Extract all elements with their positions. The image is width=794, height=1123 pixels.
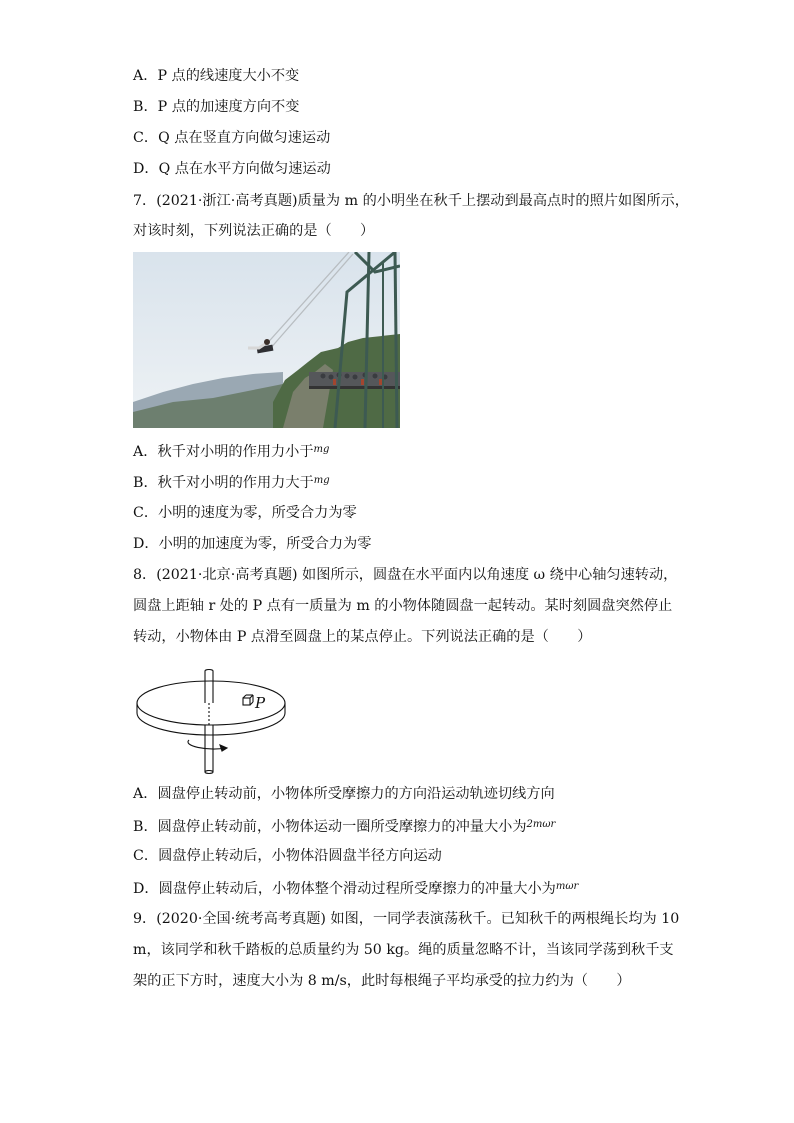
q8-stem-line-3: 转动，小物体由 P 点滑至圆盘上的某点停止。下列说法正确的是（ ） — [133, 629, 592, 645]
disc-svg — [133, 668, 293, 780]
q8-option-d: D．圆盘停止转动后，小物体整个滑动过程所受摩擦力的冲量大小为$^{m\omega r}$ — [133, 881, 579, 897]
q9-stem-line-1: 9．(2020·全国·统考高考真题) 如图，一同学表演荡秋千。已知秋千的两根绳长均为 10 — [133, 911, 680, 927]
q7-option-a-math: mg — [313, 444, 330, 455]
q7-option-d: D．小明的加速度为零，所受合力为零 — [133, 536, 372, 552]
q9-stem-line-3: 架的正下方时，速度大小为 8 m/s，此时每根绳子平均承受的拉力约为（ ） — [133, 973, 631, 989]
q7-stem-line-1: 7．(2021·浙江·高考真题)质量为 m 的小明坐在秋千上摆动到最高点时的照片如图所示， — [133, 193, 689, 209]
q7-option-b-math: mg — [313, 475, 330, 486]
swing-photo — [133, 252, 400, 428]
q8-stem-line-2: 圆盘上距轴 r 处的 P 点有一质量为 m 的小物体随圆盘一起转动。某时刻圆盘突然停止 — [133, 598, 673, 614]
q6-option-a: A．P 点的线速度大小不变 — [133, 68, 300, 84]
q7-stem-line-2: 对该时刻，下列说法正确的是（ ） — [133, 223, 375, 239]
q6-option-b: B．P 点的加速度方向不变 — [133, 99, 300, 115]
q8-option-a: A．圆盘停止转动前，小物体所受摩擦力的方向沿运动轨迹切线方向 — [133, 786, 555, 802]
swing-photo-image — [133, 252, 400, 428]
q8-option-c: C．圆盘停止转动后，小物体沿圆盘半径方向运动 — [133, 848, 442, 864]
q6-option-d: D．Q 点在水平方向做匀速运动 — [133, 161, 331, 177]
q7-option-b: B．秋千对小明的作用力大于$^{mg}$ — [133, 475, 330, 491]
disc-point-label: P — [255, 694, 266, 712]
rotating-disc-diagram — [133, 668, 293, 780]
q9-stem-line-2: m，该同学和秋千踏板的总质量约为 50 kg。绳的质量忽略不计，当该同学荡到秋千支 — [133, 942, 674, 958]
q8-option-b-math: 2mωr — [526, 819, 556, 830]
q8-stem-line-1: 8．(2021·北京·高考真题) 如图所示，圆盘在水平面内以角速度 ω 绕中心轴匀速转动， — [133, 567, 678, 583]
q8-option-b: B．圆盘停止转动前，小物体运动一圈所受摩擦力的冲量大小为$^{2m\omega r}$ — [133, 819, 556, 835]
q8-option-d-math: mωr — [555, 881, 579, 892]
q7-option-c: C．小明的速度为零，所受合力为零 — [133, 505, 357, 521]
q7-option-a: A．秋千对小明的作用力小于$^{mg}$ — [133, 444, 330, 460]
q6-option-c: C．Q 点在竖直方向做匀速运动 — [133, 130, 331, 146]
